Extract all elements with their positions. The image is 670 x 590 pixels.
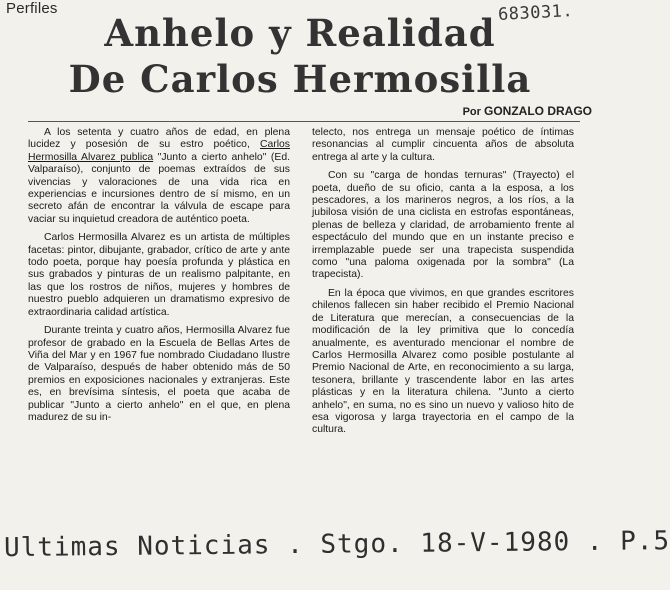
paragraph-4: telecto, nos entrega un mensaje poético de íntimas resonancias al cumplir cincuenta años de absoluta entrega al arte y la cultura. (312, 127, 574, 163)
article-column-left (28, 127, 290, 430)
paragraph-2: Carlos Hermosilla Alvarez es un artista de múltiples facetas: pintor, dibujante, grabador, crítico de arte y ante todo poeta, porque hay poesía profunda y plástica en sus grabados y pinturas de un realismo palpitante, en las que los rostros de niños, mujeres y hombres de nuestro pueblo adquieren un dramatismo expresivo de extraordinaria calidad artística. (28, 232, 290, 318)
headline-line-1: Anhelo y Realidad (104, 11, 496, 55)
paragraph-6: En la época que vivimos, en que grandes escritores chilenos fallecen sin haber recibido el Premio Nacional de Literatura que merecían, a consecuencias de la modificación de la ley primitiva que lo concedía anualmente, es aventurado mencionar el nombre de Carlos Hermosilla Alvarez como posible postulante al Premio Nacional de Arte, en reconocimiento a su larga, tesonera, brillante y trascendente labor en las artes plásticas y en la literatura chilena. "Junto a cierto anhelo", en suma, no es sino un nuevo y valioso hito de esa vigorosa y larga trayectoria en el campo de la cultura. (312, 287, 574, 436)
paragraph-1-text-b: "Junto a cierto anhelo" (Ed. Valparaíso), conjunto de poemas extraídos de sus vivencias y valoraciones de una vida rica en experiencias e incursiones dentro de sí mismo, en un secreto afán de encontrar la válvula de escape para vaciar su inquietud creadora de auténtico poeta. (28, 151, 290, 225)
article-column-right (312, 127, 574, 443)
section-label: Perfiles (6, 0, 58, 17)
paragraph-1-underlined-name: Carlos Hermosilla Alvarez publica (28, 139, 290, 163)
handwritten-source-note: Ultimas Noticias . Stgo. 18-V-1980 . P.5 (3, 526, 670, 564)
byline-prefix: Por (462, 106, 481, 118)
byline-author: GONZALO DRAGO (484, 104, 592, 118)
headline-line-2: De Carlos Hermosilla (68, 57, 532, 101)
paragraph-5: Con su "carga de hondas ternuras" (Trayecto) el poeta, dueño de su oficio, canta a la esposa, a los pescadores, a los marineros negros, a los ríos, a la jubilosa visión de una ciclista en estrofas espontáneas, plenas de belleza y claridad, de arrobamiento frente al espectáculo del mundo que en un instante preciso e irremplazable puede ser una trapecista suspendida como "una paloma oxigenada por la sombra" (La trapecista). (312, 170, 574, 281)
paragraph-1-text-a: A los setenta y cuatro años de edad, en plena lucidez y posesión de su estro poético, (28, 127, 290, 151)
divider-rule (28, 121, 580, 122)
archive-mark: 683031. (497, 1, 574, 25)
paragraph-1 (28, 127, 290, 226)
byline (463, 104, 592, 118)
paragraph-3: Durante treinta y cuatro años, Hermosilla Alvarez fue profesor de grabado en la Escuela de Bellas Artes de Viña del Mar y en 1967 fue nombrado Ciudadano Ilustre de Valparaíso, después de haber obtenido más de 50 premios en exposiciones nacionales y extranjeras. Este es, en brevísima síntesis, el poeta que acaba de publicar "Junto a cierto anhelo" en el que, en plena madurez de su in- (28, 325, 290, 423)
